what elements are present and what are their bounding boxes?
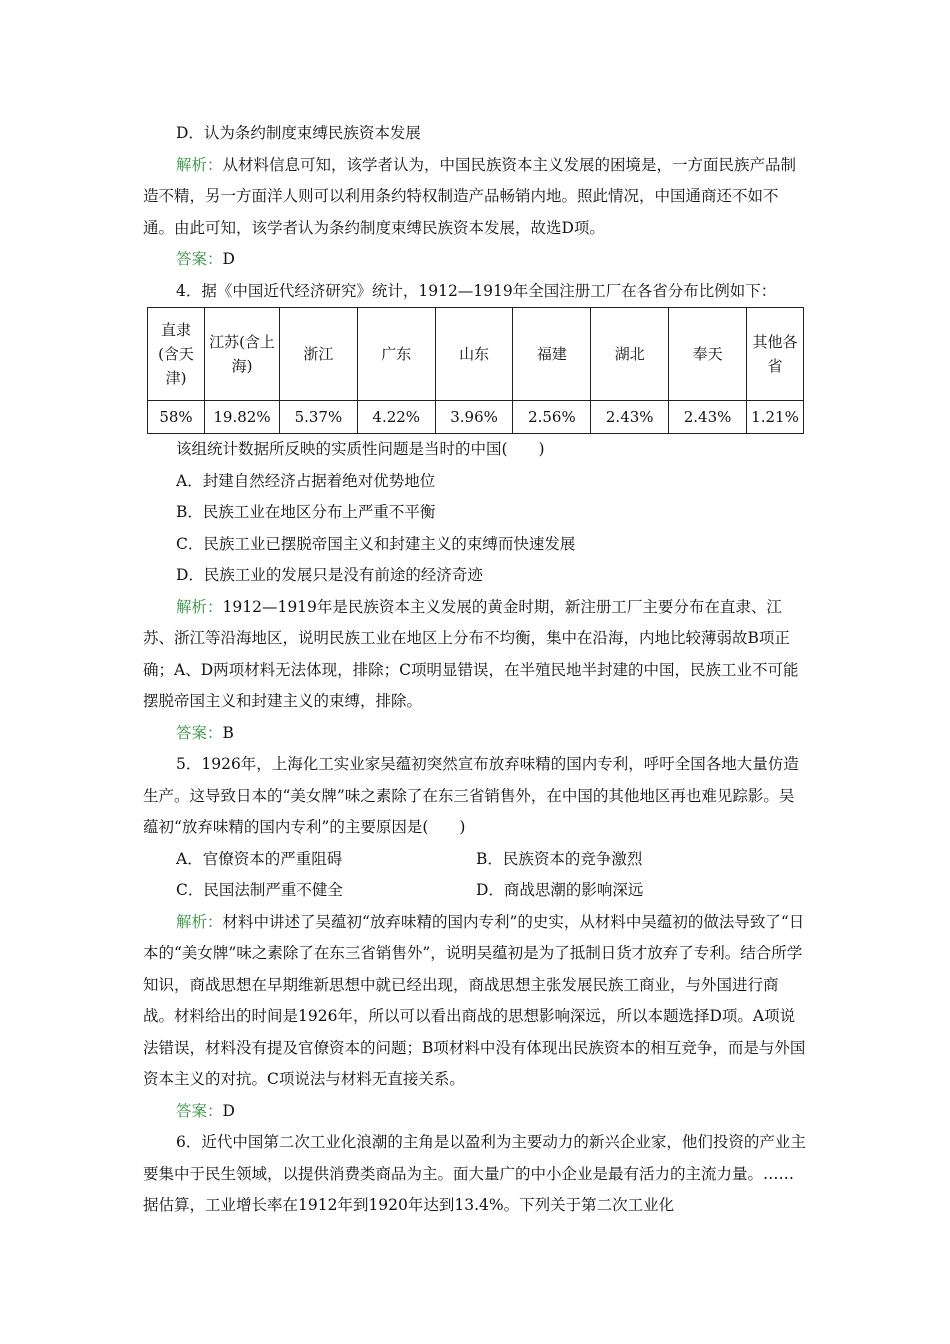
q5-answer-label: 答案： [176,1101,223,1120]
table-header-cell: 福建 [513,308,591,401]
q4-option-c: C．民族工业已摆脱帝国主义和封建主义的束缚而快速发展 [176,534,576,553]
q4-option-a: A．封建自然经济占据着绝对优势地位 [176,471,436,490]
q5-option-d: D．商战思潮的影响深远 [476,881,644,899]
q5-answer-value: D [222,1101,235,1120]
q3-answer-label: 答案： [176,250,223,268]
q4-answer [143,718,808,750]
q4-analysis-label: 解析： [176,597,223,616]
q5-answer [143,1096,808,1128]
q5-option-c: C．民国法制严重不健全 [176,881,343,899]
table-header-cell: 山东 [435,308,513,401]
q6-stem: 6．近代中国第二次工业化浪潮的主角是以盈利为主要动力的新兴企业家，他们投资的产业主要集中于民生领域，以提供消费类商品为主。面大量广的中小企业是最有活力的主流力量。……据估算，工业增长率在1912年到1920年达到13.4%。下列关于第二次工业化 [143,1133,806,1214]
q3-answer-value: D [222,250,235,268]
table-cell: 2.43% [669,401,747,434]
q4-stem: 4．据《中国近代经济研究》统计，1912—1919年全国注册工厂在各省分布比例如下： [176,281,777,300]
q5-analysis-text: 材料中讲述了吴蕴初“放弃味精的国内专利”的史实，从材料中吴蕴初的做法导致了“日本的“美女牌”味之素除了在东三省销售外”，说明吴蕴初是为了抵制日货才放弃了专利。结合所学知识，商战思想在早期维新思想中就已经出现，商战思想主张发展民族工商业，与外国进行商战。材料给出的时间是1926年，所以可以看出商战的思想影响深远，所以本题选择D项。A项说法错误，材料没有提及官僚资本的问题；B项材料中没有体现出民族资本的相互竞争，而是与外国资本主义的对抗。C项说法与材料无直接关系。 [143,912,806,1088]
table-header-row [148,308,804,401]
q5-options-row-1 [143,844,808,876]
q3-option-d: D．认为条约制度束缚民族资本发展 [176,124,421,142]
table-cell: 19.82% [205,401,280,434]
table-row [148,401,804,434]
table-cell: 5.37% [280,401,358,434]
table-header-cell: 浙江 [280,308,358,401]
q5-stem: 5．1926年，上海化工实业家吴蕴初突然宣布放弃味精的国内专利，呼吁全国各地大量仿造生产。这导致日本的“美女牌”味之素除了在东三省销售外，在中国的其他地区再也难见踪影。吴蕴初“放弃味精的国内专利”的主要原因是( ) [143,755,799,836]
q4-answer-value: B [222,723,234,742]
table-cell: 4.22% [357,401,435,434]
q4-distribution-table [147,307,804,434]
table-header-cell: 直隶(含天津) [148,308,205,401]
q4-answer-label: 答案： [176,723,223,742]
q4-analysis [143,592,808,718]
q5-option-a: A．官僚资本的严重阻碍 [176,849,343,868]
document-page [143,118,808,1222]
table-header-cell: 奉天 [669,308,747,401]
table-cell: 2.56% [513,401,591,434]
q3-analysis [143,150,808,245]
q4-question: 该组统计数据所反映的实质性问题是当时的中国( ) [176,440,545,458]
q4-option-b: B．民族工业在地区分布上严重不平衡 [176,503,436,521]
q3-answer [143,244,808,276]
table-header-cell: 湖北 [591,308,669,401]
q5-analysis-label: 解析： [176,912,223,931]
q4-analysis-text: 1912—1919年是民族资本主义发展的黄金时期，新注册工厂主要分布在直隶、江苏、浙江等沿海地区，说明民族工业在地区上分布不均衡，集中在沿海，内地比较薄弱故B项正确；A、D两项材料无法体现，排除；C项明显错误，在半殖民地半封建的中国，民族工业不可能摆脱帝国主义和封建主义的束缚，排除。 [143,597,799,710]
q5-option-b: B．民族资本的竞争激烈 [476,849,643,868]
table-cell: 58% [148,401,205,434]
table-header-cell: 其他各省 [747,308,804,401]
q3-analysis-text: 从材料信息可知，该学者认为，中国民族资本主义发展的困境是，一方面民族产品制造不精，另一方面洋人则可以利用条约特权制造产品畅销内地。照此情况，中国通商还不如不通。由此可知，该学者认为条约制度束缚民族资本发展，故选D项。 [143,155,797,237]
table-cell: 1.21% [747,401,804,434]
q5-options-row-2 [143,875,808,907]
table-cell: 2.43% [591,401,669,434]
table-header-cell: 江苏(含上海) [205,308,280,401]
table-cell: 3.96% [435,401,513,434]
q3-analysis-label: 解析： [176,155,223,174]
q5-analysis [143,907,808,1096]
q4-option-d: D．民族工业的发展只是没有前途的经济奇迹 [176,566,483,584]
table-header-cell: 广东 [357,308,435,401]
